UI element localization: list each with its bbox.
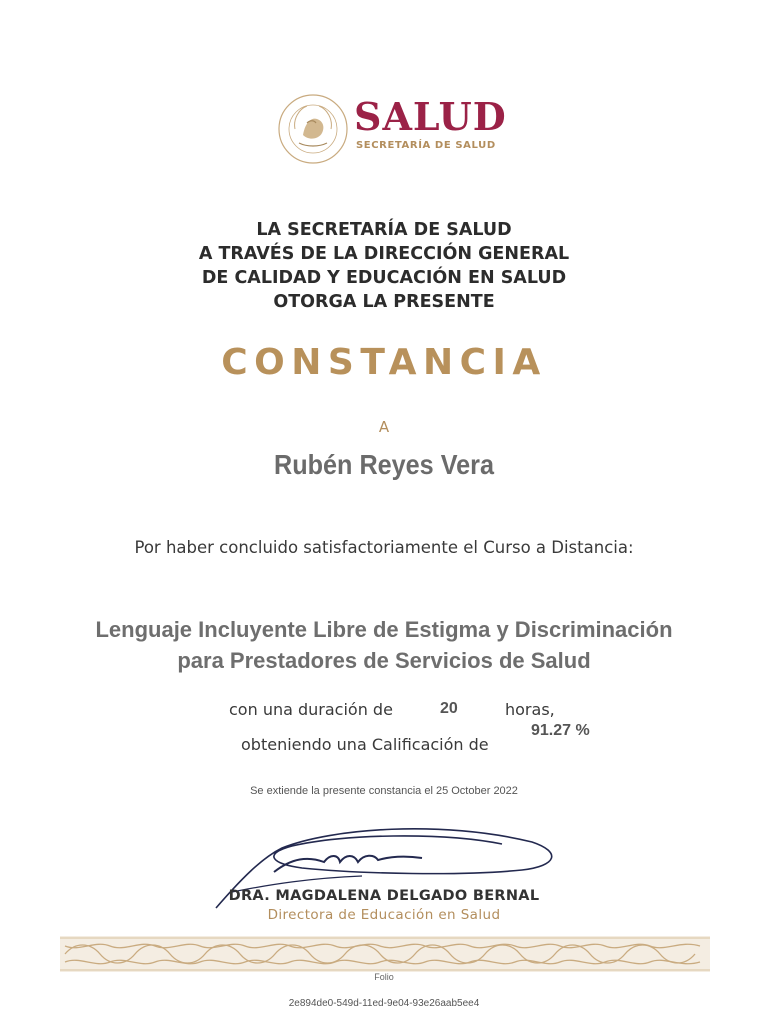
signer-name: DRA. MAGDALENA DELGADO BERNAL (228, 888, 540, 904)
intro-text: Por haber concluido satisfactoriamente el Curso a Distancia: (134, 538, 634, 557)
course-title-line-1: Lenguaje Incluyente Libre de Estigma y Discriminación (95, 617, 673, 642)
folio-value: 2e894de0-549d-11ed-9e04-93e26aab5ee4 (288, 998, 480, 1009)
heading-line-4: OTORGA LA PRESENTE (273, 292, 495, 312)
course-title-line-2: para Prestadores de Servicios de Salud (177, 648, 591, 673)
duration-label: con una duración de (229, 700, 393, 719)
signer-role: Directora de Educación en Salud (267, 907, 501, 923)
issue-date-text: Se extiende la presente constancia el 25 October 2022 (250, 785, 518, 797)
duration-unit: horas, (505, 700, 555, 719)
decorative-pattern-band (60, 936, 710, 972)
national-seal-icon (277, 93, 349, 165)
logo-subtitle: SECRETARÍA DE SALUD (356, 140, 496, 151)
document-title: CONSTANCIA (221, 342, 547, 383)
duration-value: 20 (440, 700, 458, 717)
grade-value: 91.27 % (531, 722, 590, 739)
grade-label: obteniendo una Calificación de (241, 735, 489, 754)
logo-wordmark: SALUD (354, 94, 507, 139)
heading-line-2: A TRAVÉS DE LA DIRECCIÓN GENERAL (198, 244, 570, 264)
recipient-name: Rubén Reyes Vera (274, 449, 494, 480)
heading-line-3: DE CALIDAD Y EDUCACIÓN EN SALUD (201, 268, 567, 288)
folio-label: Folio (374, 972, 394, 982)
recipient-prefix: A (378, 418, 390, 436)
heading-line-1: LA SECRETARÍA DE SALUD (256, 220, 512, 240)
